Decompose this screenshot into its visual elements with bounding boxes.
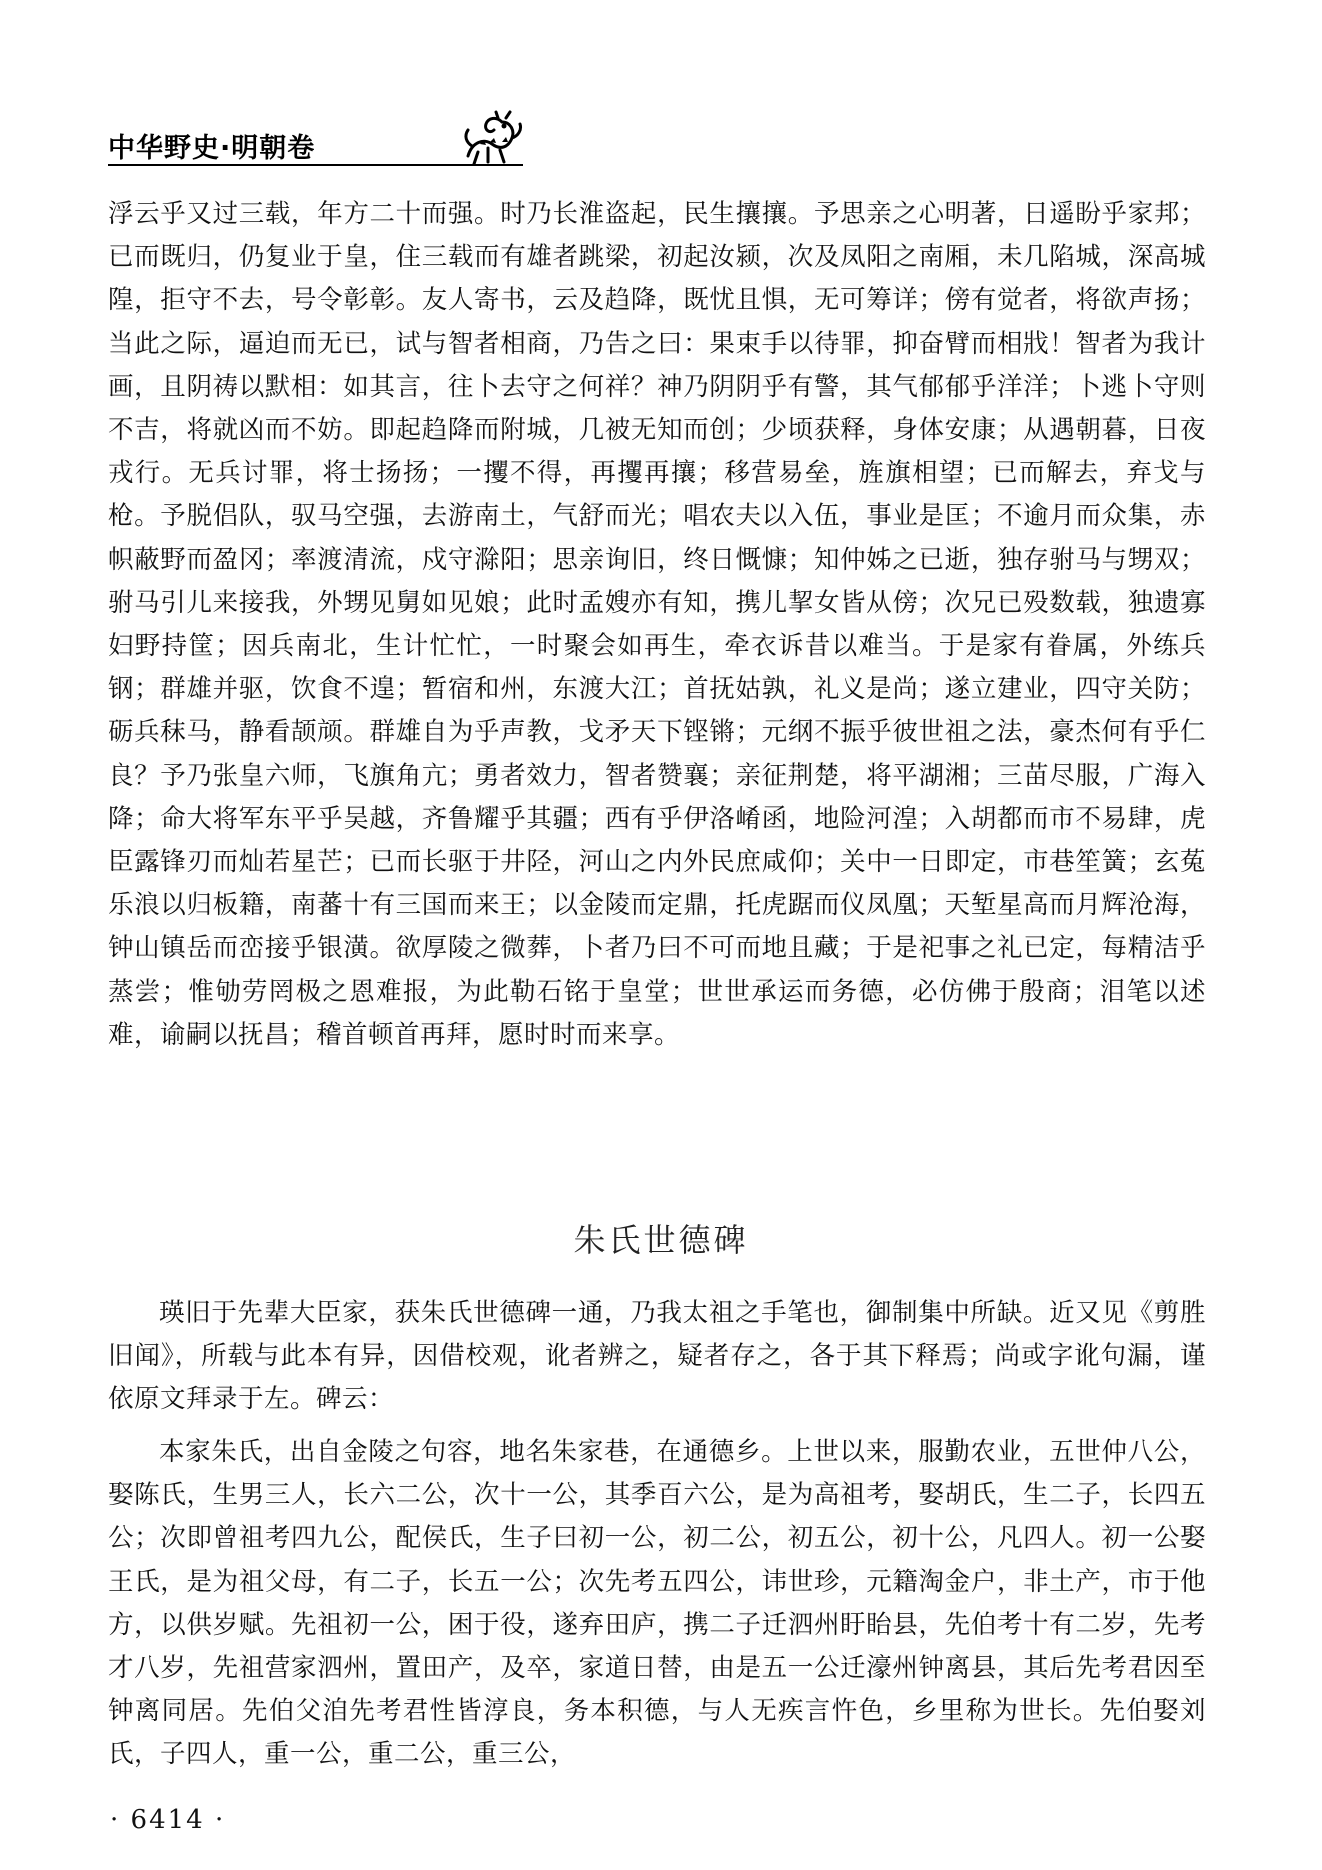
section-title: 朱氏世德碑 — [573, 1221, 749, 1259]
body-paragraph: 浮云乎又过三载，年方二十而强。时乃长淮盗起，民生攘攘。予思亲之心明著，日遥盼乎家邦；已而既归，仍复业于皇，住三载而有雄者跳梁，初起汝颍，次及凤阳之南厢，未几陷城，深高城隍，拒守不去，号令彰彰。友人寄书，云及趋降，既忧且惧，无可筹详；傍有觉者，将欲声扬；当此之际，逼迫而无已，试与智者相商，乃告之曰：果束手以待罪，抑奋臂而相戕！智者为我计画，且阴祷以默相：如其言，往卜去守之何祥？神乃阴阴乎有警，其气郁郁乎洋洋；卜逃卜守则不吉，将就凶而不妨。即起趋降而附城，几被无知而创；少顷获释，身体安康；从遇朝暮，日夜戎行。无兵讨罪，将士扬扬；一攫不得，再攫再攘；移营易垒，旌旗相望；已而解去，弃戈与枪。予脱侣队，驭马空强，去游南土，气舒而光；唱农夫以入伍，事业是匡；不逾月而众集，赤帜蔽野而盈冈；率渡清流，戍守滁阳；思亲询旧，终日慨慷；知仲姊之已逝，独存驸马与甥双；驸马引儿来接我，外甥见舅如见娘；此时孟嫂亦有知，携儿挈女皆从傍；次兄已殁数载，独遗寡妇野持筐；因兵南北，生计忙忙，一时聚会如再生，牵衣诉昔以难当。于是家有眷属，外练兵钢；群雄并驱，饮食不遑；暂宿和州，东渡大江；首抚姑孰，礼义是尚；遂立建业，四守关防；砺兵秣马，静看颉颃。群雄自为乎声教，戈矛天下铿锵；元纲不振乎彼世祖之法，豪杰何有乎仁良？予乃张皇六师，飞旗角亢；勇者效力，智者赞襄；亲征荆楚，将平湖湘；三苗尽服，广海入降；命大将军东平乎吴越，齐鲁耀乎其疆；西有乎伊洛崤函，地险河湟；入胡都而市不易肆，虎臣露锋刃而灿若星芒；已而长驱于井陉，河山之内外民庶咸仰；关中一日即定，市巷笙簧；玄菟乐浪以归板籍，南蕃十有三国而来王；以金陵而定鼎，托虎踞而仪凤凰；天堑星高而月辉沧海，钟山镇岳而峦接乎银潢。欲厚陵之微葬，卜者乃曰不可而地且藏；于是祀事之礼已定，每精洁乎蒸尝；惟劬劳罔极之恩难报，为此勒石铭于皇堂；世世承运而务德，必仿佛于殷商；泪笔以述难，谕嗣以抚昌；稽首顿首再拜，愿时时而来享。 — [108, 199, 1206, 1050]
body-paragraph: 瑛旧于先辈大臣家，获朱氏世德碑一通，乃我太祖之手笔也，御制集中所缺。近又见《剪胜旧闻》，所载与此本有异，因借校观，讹者辨之，疑者存之，各于其下释焉；尚或字讹句漏，谨依原文拜录于左。碑云： — [108, 1298, 1206, 1415]
running-header-title: 中华野史·明朝卷 — [108, 133, 316, 164]
page-number: · 6414 · — [110, 1805, 226, 1835]
body-paragraph: 本家朱氏，出自金陵之句容，地名朱家巷，在通德乡。上世以来，服勤农业，五世仲八公，娶陈氏，生男三人，长六二公，次十一公，其季百六公，是为高祖考，娶胡氏，生二子，长四五公；次即曾祖考四九公，配侯氏，生子曰初一公，初二公，初五公，初十公，凡四人。初一公娶王氏，是为祖父母，有二子，长五一公；次先考五四公，讳世珍，元籍淘金户，非土产，市于他方，以供岁赋。先祖初一公，困于役，遂弃田庐，携二子迁泗州盱眙县，先伯考十有二岁，先考才八岁，先祖营家泗州，置田产，及卒，家道日替，由是五一公迁濠州钟离县，其后先考君因至钟离同居。先伯父洎先考君性皆淳良，务本积德，与人无疾言忤色，乡里称为世长。先伯娶刘氏，子四人，重一公，重二公，重三公， — [108, 1437, 1206, 1770]
dragon-icon — [458, 108, 528, 170]
